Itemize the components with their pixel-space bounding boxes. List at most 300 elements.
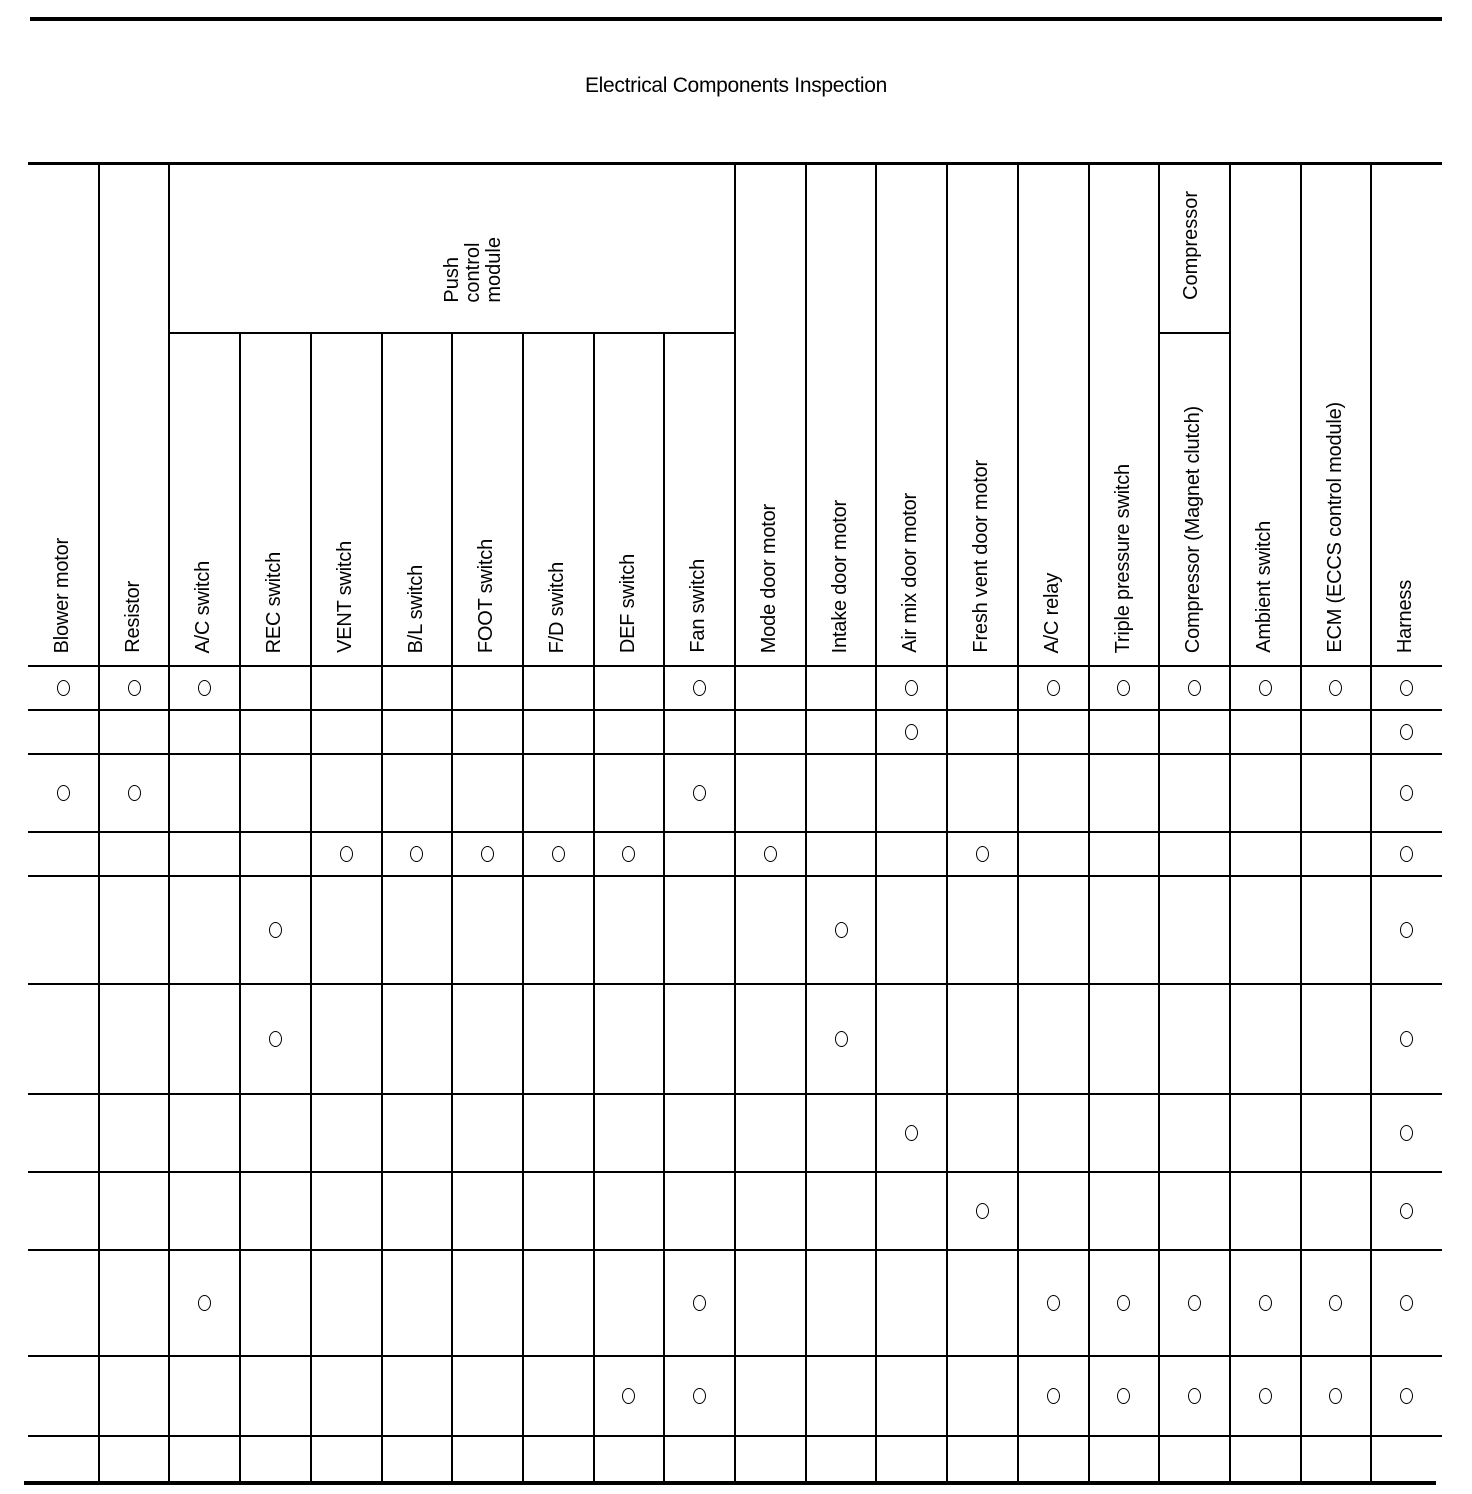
table-cell: [1018, 833, 1089, 875]
check-mark-circle-icon: [1400, 1125, 1413, 1141]
table-row: [28, 1093, 1442, 1171]
check-mark-circle-icon: [1047, 1388, 1060, 1404]
table-cell: [523, 1095, 594, 1171]
table-cell: [735, 985, 806, 1093]
table-cell: [1159, 711, 1230, 753]
table-cell: [1230, 711, 1301, 753]
table-cell: [664, 1095, 735, 1171]
check-mark-circle-icon: [1188, 1295, 1201, 1311]
table-cell: [594, 1173, 665, 1249]
table-cell: [240, 1437, 311, 1481]
table-cell: [523, 877, 594, 983]
table-cell: [382, 877, 453, 983]
table-cell: [594, 667, 665, 709]
table-cell: [1301, 833, 1372, 875]
table-cell: [594, 833, 665, 875]
table-cell: [28, 667, 99, 709]
column-header: F/D switch: [545, 561, 568, 653]
table-cell: [1159, 985, 1230, 1093]
check-mark-circle-icon: [764, 846, 777, 862]
table-cell: [99, 833, 170, 875]
table-cell: [735, 1357, 806, 1435]
table-cell: [452, 985, 523, 1093]
column-header: Fan switch: [687, 559, 710, 653]
column-divider: [1088, 165, 1090, 665]
table-cell: [240, 1251, 311, 1355]
table-cell: [311, 711, 382, 753]
check-mark-circle-icon: [693, 1388, 706, 1404]
table-cell: [523, 755, 594, 831]
column-header: REC switch: [263, 551, 286, 653]
table-cell: [169, 711, 240, 753]
table-cell: [1159, 1173, 1230, 1249]
table-cell: [99, 985, 170, 1093]
check-mark-circle-icon: [1400, 1388, 1413, 1404]
table-cell: [735, 833, 806, 875]
table-cell: [28, 711, 99, 753]
table-cell: [169, 1251, 240, 1355]
column-divider: [1017, 165, 1019, 665]
table-cell: [1018, 1357, 1089, 1435]
table-row: [28, 875, 1442, 983]
table-cell: [735, 877, 806, 983]
table-cell: [240, 667, 311, 709]
table-cell: [806, 1251, 877, 1355]
check-mark-circle-icon: [57, 785, 70, 801]
table-cell: [947, 1095, 1018, 1171]
table-cell: [1089, 667, 1160, 709]
table-cell: [947, 1437, 1018, 1481]
column-divider: [805, 165, 807, 665]
table-row: [28, 1171, 1442, 1249]
column-divider: [875, 165, 877, 665]
column-header: B/L switch: [404, 564, 427, 653]
check-mark-circle-icon: [269, 922, 282, 938]
column-divider: [310, 332, 312, 665]
table-cell: [523, 667, 594, 709]
table-cell: [947, 711, 1018, 753]
table-cell: [523, 985, 594, 1093]
table-cell: [169, 755, 240, 831]
table-cell: [169, 1095, 240, 1171]
column-divider: [1229, 165, 1231, 665]
table-row: [28, 753, 1442, 831]
table-cell: [28, 1357, 99, 1435]
column-header: Harness: [1394, 579, 1417, 653]
check-mark-circle-icon: [340, 846, 353, 862]
table-cell: [1159, 1357, 1230, 1435]
table-cell: [311, 1173, 382, 1249]
table-cell: [806, 1437, 877, 1481]
bottom-rule: [24, 1481, 1436, 1485]
column-divider: [98, 165, 100, 665]
table-cell: [28, 1251, 99, 1355]
table-cell: [382, 711, 453, 753]
table-cell: [99, 667, 170, 709]
table-cell: [876, 1095, 947, 1171]
check-mark-circle-icon: [1047, 680, 1060, 696]
table-cell: [876, 667, 947, 709]
table-cell: [523, 1357, 594, 1435]
table-cell: [947, 1251, 1018, 1355]
table-row: [28, 665, 1442, 709]
table-cell: [806, 877, 877, 983]
table-cell: [1371, 711, 1442, 753]
check-mark-circle-icon: [1259, 1295, 1272, 1311]
table-cell: [1371, 1437, 1442, 1481]
table-cell: [382, 1437, 453, 1481]
table-cell: [806, 833, 877, 875]
table-cell: [876, 1357, 947, 1435]
group-divider: [169, 332, 735, 334]
column-header: Air mix door motor: [899, 493, 922, 653]
table-cell: [382, 1357, 453, 1435]
column-header: ECM (ECCS control module): [1323, 402, 1346, 653]
table-cell: [240, 833, 311, 875]
table-row: [28, 1355, 1442, 1435]
table-cell: [382, 755, 453, 831]
table-cell: [1230, 755, 1301, 831]
table-cell: [1371, 1173, 1442, 1249]
table-cell: [594, 1095, 665, 1171]
table-cell: [664, 1357, 735, 1435]
table-cell: [28, 985, 99, 1093]
check-mark-circle-icon: [976, 1203, 989, 1219]
table-cell: [523, 833, 594, 875]
table-row: [28, 983, 1442, 1093]
table-cell: [311, 667, 382, 709]
table-cell: [382, 1095, 453, 1171]
table-cell: [664, 755, 735, 831]
check-mark-circle-icon: [128, 785, 141, 801]
table-cell: [1089, 1437, 1160, 1481]
column-divider: [1370, 165, 1372, 665]
table-header: [28, 162, 1442, 665]
table-cell: [594, 877, 665, 983]
table-cell: [311, 1251, 382, 1355]
check-mark-circle-icon: [976, 846, 989, 862]
table-cell: [947, 985, 1018, 1093]
check-mark-circle-icon: [1188, 680, 1201, 696]
table-cell: [664, 1437, 735, 1481]
check-mark-circle-icon: [693, 785, 706, 801]
table-cell: [1301, 1437, 1372, 1481]
table-cell: [876, 877, 947, 983]
check-mark-circle-icon: [128, 680, 141, 696]
table-cell: [240, 755, 311, 831]
table-cell: [1371, 877, 1442, 983]
table-cell: [1301, 711, 1372, 753]
table-cell: [594, 1437, 665, 1481]
table-cell: [806, 667, 877, 709]
table-cell: [311, 755, 382, 831]
column-header: Blower motor: [51, 537, 73, 653]
table-cell: [1230, 877, 1301, 983]
table-cell: [1089, 755, 1160, 831]
table-cell: [876, 755, 947, 831]
table-cell: [240, 1095, 311, 1171]
table-cell: [1018, 755, 1089, 831]
check-mark-circle-icon: [622, 846, 635, 862]
table-cell: [1089, 985, 1160, 1093]
table-cell: [1159, 877, 1230, 983]
table-cell: [99, 1173, 170, 1249]
table-cell: [169, 1173, 240, 1249]
check-mark-circle-icon: [835, 1031, 848, 1047]
table-cell: [947, 667, 1018, 709]
table-cell: [99, 755, 170, 831]
table-cell: [1159, 1095, 1230, 1171]
table-cell: [1230, 1357, 1301, 1435]
table-cell: [806, 985, 877, 1093]
table-cell: [452, 1095, 523, 1171]
table-cell: [311, 1437, 382, 1481]
inspection-table: [28, 162, 1442, 1481]
table-cell: [1301, 1173, 1372, 1249]
column-divider: [663, 332, 665, 665]
table-row: [28, 1435, 1442, 1481]
table-cell: [594, 755, 665, 831]
table-cell: [735, 1437, 806, 1481]
table-cell: [28, 755, 99, 831]
check-mark-circle-icon: [1117, 1295, 1130, 1311]
column-header: Mode door motor: [758, 503, 780, 653]
table-cell: [1371, 833, 1442, 875]
table-cell: [664, 877, 735, 983]
check-mark-circle-icon: [693, 680, 706, 696]
column-divider: [239, 332, 241, 665]
table-cell: [240, 711, 311, 753]
table-cell: [169, 1437, 240, 1481]
column-divider: [1300, 165, 1302, 665]
column-header: Resistor: [121, 581, 144, 653]
table-cell: [382, 1173, 453, 1249]
table-cell: [99, 1437, 170, 1481]
check-mark-circle-icon: [269, 1031, 282, 1047]
table-cell: [169, 985, 240, 1093]
table-cell: [169, 877, 240, 983]
table-cell: [664, 1173, 735, 1249]
table-cell: [1018, 667, 1089, 709]
table-cell: [664, 985, 735, 1093]
table-cell: [28, 1437, 99, 1481]
check-mark-circle-icon: [552, 846, 565, 862]
check-mark-circle-icon: [410, 846, 423, 862]
table-cell: [28, 877, 99, 983]
check-mark-circle-icon: [1400, 846, 1413, 862]
column-divider: [451, 332, 453, 665]
table-cell: [1018, 985, 1089, 1093]
table-cell: [28, 1173, 99, 1249]
table-cell: [311, 1357, 382, 1435]
table-cell: [382, 1251, 453, 1355]
column-divider: [593, 332, 595, 665]
table-cell: [1089, 711, 1160, 753]
table-cell: [1371, 1357, 1442, 1435]
table-cell: [1089, 1095, 1160, 1171]
table-cell: [664, 711, 735, 753]
check-mark-circle-icon: [57, 680, 70, 696]
table-cell: [523, 1173, 594, 1249]
group-divider: [1159, 332, 1230, 334]
table-cell: [876, 1437, 947, 1481]
table-body: [28, 665, 1442, 1481]
check-mark-circle-icon: [1188, 1388, 1201, 1404]
table-cell: [947, 1173, 1018, 1249]
table-cell: [452, 755, 523, 831]
check-mark-circle-icon: [905, 724, 918, 740]
group-label-compressor: Compressor: [1180, 191, 1203, 300]
table-cell: [947, 755, 1018, 831]
column-header: VENT switch: [333, 541, 356, 653]
table-cell: [169, 667, 240, 709]
table-cell: [311, 985, 382, 1093]
check-mark-circle-icon: [1047, 1295, 1060, 1311]
table-cell: [1159, 667, 1230, 709]
table-cell: [1371, 755, 1442, 831]
table-cell: [523, 1437, 594, 1481]
check-mark-circle-icon: [1259, 1388, 1272, 1404]
table-cell: [1089, 833, 1160, 875]
table-cell: [311, 877, 382, 983]
table-cell: [1301, 667, 1372, 709]
table-cell: [1230, 1173, 1301, 1249]
check-mark-circle-icon: [1259, 680, 1272, 696]
check-mark-circle-icon: [1329, 680, 1342, 696]
table-cell: [1089, 877, 1160, 983]
table-cell: [947, 877, 1018, 983]
check-mark-circle-icon: [1329, 1295, 1342, 1311]
page-title: Electrical Components Inspection: [584, 74, 888, 97]
table-cell: [1159, 1251, 1230, 1355]
check-mark-circle-icon: [1400, 922, 1413, 938]
table-cell: [1159, 833, 1230, 875]
table-cell: [1018, 1173, 1089, 1249]
table-cell: [99, 1357, 170, 1435]
table-cell: [947, 833, 1018, 875]
table-cell: [806, 755, 877, 831]
table-row: [28, 831, 1442, 875]
table-cell: [735, 1095, 806, 1171]
table-cell: [452, 833, 523, 875]
table-cell: [806, 711, 877, 753]
column-divider: [734, 165, 736, 665]
check-mark-circle-icon: [1400, 680, 1413, 696]
table-cell: [382, 833, 453, 875]
column-header: DEF switch: [616, 553, 639, 653]
table-cell: [664, 833, 735, 875]
table-cell: [1230, 1095, 1301, 1171]
table-cell: [947, 1357, 1018, 1435]
table-cell: [240, 1357, 311, 1435]
column-divider: [168, 165, 170, 665]
table-cell: [452, 1357, 523, 1435]
table-cell: [1371, 985, 1442, 1093]
column-header: Intake door motor: [828, 499, 851, 653]
table-cell: [876, 1251, 947, 1355]
column-header: FOOT switch: [475, 538, 498, 653]
check-mark-circle-icon: [1400, 785, 1413, 801]
table-cell: [594, 1251, 665, 1355]
table-cell: [1089, 1357, 1160, 1435]
check-mark-circle-icon: [1400, 724, 1413, 740]
table-cell: [664, 1251, 735, 1355]
table-cell: [594, 1357, 665, 1435]
table-cell: [1230, 833, 1301, 875]
top-rule: [30, 17, 1442, 21]
table-cell: [452, 1437, 523, 1481]
table-cell: [169, 1357, 240, 1435]
check-mark-circle-icon: [1117, 680, 1130, 696]
table-cell: [452, 1173, 523, 1249]
table-cell: [1230, 985, 1301, 1093]
table-cell: [311, 1095, 382, 1171]
check-mark-circle-icon: [1400, 1203, 1413, 1219]
check-mark-circle-icon: [481, 846, 494, 862]
table-cell: [1301, 1251, 1372, 1355]
table-cell: [240, 1173, 311, 1249]
table-cell: [99, 711, 170, 753]
check-mark-circle-icon: [835, 922, 848, 938]
table-cell: [806, 1357, 877, 1435]
table-cell: [1230, 1437, 1301, 1481]
table-cell: [1301, 1095, 1372, 1171]
table-cell: [169, 833, 240, 875]
table-cell: [1159, 1437, 1230, 1481]
table-cell: [735, 1251, 806, 1355]
check-mark-circle-icon: [622, 1388, 635, 1404]
table-cell: [1018, 1251, 1089, 1355]
check-mark-circle-icon: [1117, 1388, 1130, 1404]
table-cell: [1089, 1173, 1160, 1249]
table-cell: [28, 833, 99, 875]
table-row: [28, 1249, 1442, 1355]
column-header: Fresh vent door motor: [970, 460, 993, 653]
table-cell: [876, 711, 947, 753]
table-cell: [1018, 1437, 1089, 1481]
table-cell: [1301, 1357, 1372, 1435]
table-cell: [1018, 877, 1089, 983]
table-cell: [594, 711, 665, 753]
table-cell: [240, 877, 311, 983]
table-cell: [1371, 1095, 1442, 1171]
check-mark-circle-icon: [198, 1295, 211, 1311]
table-cell: [594, 985, 665, 1093]
table-cell: [876, 985, 947, 1093]
table-cell: [876, 1173, 947, 1249]
table-cell: [452, 711, 523, 753]
table-cell: [1018, 711, 1089, 753]
column-divider: [381, 332, 383, 665]
check-mark-circle-icon: [1329, 1388, 1342, 1404]
check-mark-circle-icon: [198, 680, 211, 696]
table-cell: [735, 755, 806, 831]
table-cell: [1018, 1095, 1089, 1171]
table-cell: [735, 711, 806, 753]
table-cell: [99, 1095, 170, 1171]
column-header: A/C switch: [192, 560, 215, 653]
table-cell: [735, 667, 806, 709]
table-cell: [1371, 667, 1442, 709]
table-cell: [99, 877, 170, 983]
table-row: [28, 709, 1442, 753]
table-cell: [523, 711, 594, 753]
table-cell: [523, 1251, 594, 1355]
table-cell: [452, 877, 523, 983]
table-cell: [452, 667, 523, 709]
column-header: Triple pressure switch: [1111, 463, 1134, 653]
table-cell: [664, 667, 735, 709]
